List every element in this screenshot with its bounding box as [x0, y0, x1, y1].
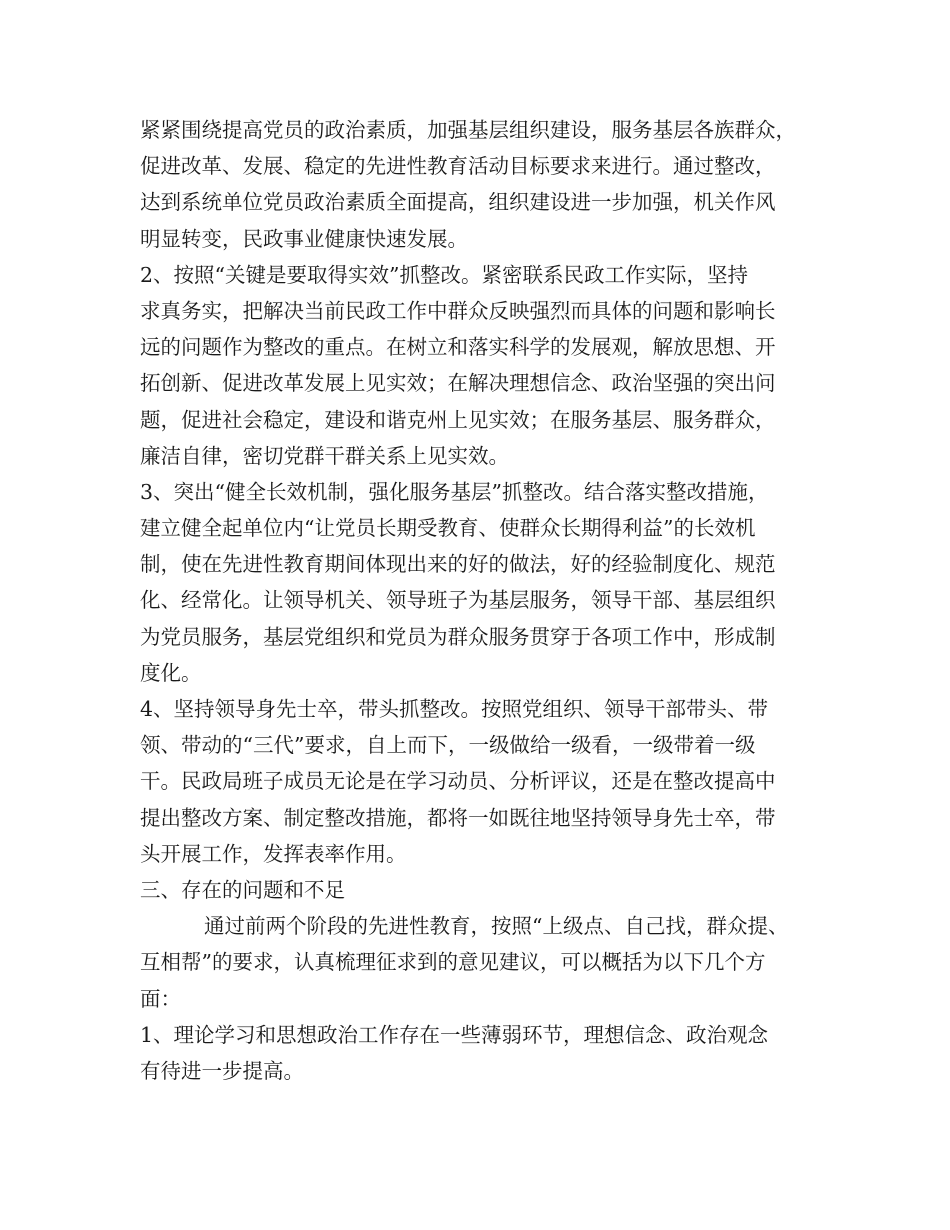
text-line: 提出整改方案、制定整改措施，都将一如既往地坚持领导身先士卒，带: [140, 805, 776, 830]
text-line: 1、理论学习和思想政治工作存在一些薄弱环节，理想信念、政治观念: [140, 1022, 769, 1047]
document-body: [140, 112, 830, 1089]
text-line: 建立健全起单位内“让党员长期受教育、使群众长期得利益”的长效机: [140, 516, 756, 541]
text-line: 头开展工作，发挥表率作用。: [140, 841, 407, 866]
text-line: 3、突出“健全长效机制，强化服务基层”抓整改。结合落实整改措施，: [140, 479, 769, 504]
text-line: 干。民政局班子成员无论是在学习动员、分析评议，还是在整改提高中: [140, 769, 776, 794]
text-line: 为党员服务，基层党组织和党员为群众服务贯穿于各项工作中，形成制: [140, 624, 776, 649]
text-line: 廉洁自律，密切党群干群关系上见实效。: [140, 443, 509, 468]
text-line: 制，使在先进性教育期间体现出来的好的做法，好的经验制度化、规范: [140, 552, 776, 577]
text-line: 远的问题作为整改的重点。在树立和落实科学的发展观，解放思想、开: [140, 335, 776, 360]
text-line: 4、坚持领导身先士卒，带头抓整改。按照党组织、领导干部带头、带: [140, 697, 769, 721]
text-line: 领、带动的“三代”要求，自上而下，一级做给一级看，一级带着一级: [140, 733, 756, 758]
text-line: 紧紧围绕提高党员的政治素质，加强基层组织建设，服务基层各族群众，: [140, 118, 796, 142]
text-line: 互相帮”的要求，认真梳理征求到的意见建议，可以概括为以下几个方: [140, 950, 766, 975]
text-line: 面：: [140, 986, 181, 1011]
text-line: 化、经常化。让领导机关、领导班子为基层服务，领导干部、基层组织: [140, 588, 776, 613]
text-line: 达到系统单位党员政治素质全面提高，组织建设进一步加强，机关作风: [140, 190, 776, 215]
text-line: 促进改革、发展、稳定的先进性教育活动目标要求来进行。通过整改，: [140, 154, 776, 179]
text-line: 拓创新、促进改革发展上见实效；在解决理想信念、政治坚强的突出问: [140, 371, 776, 396]
text-line: 度化。: [140, 660, 202, 685]
text-line: 明显转变，民政事业健康快速发展。: [140, 226, 468, 251]
text-line: 有待进一步提高。: [140, 1058, 304, 1083]
text-line: 2、按照“关键是要取得实效”抓整改。紧密联系民政工作实际，坚持: [140, 262, 749, 287]
text-line: 求真务实，把解决当前民政工作中群众反映强烈而具体的问题和影响长: [140, 298, 776, 323]
text-line: 通过前两个阶段的先进性教育，按照“上级点、自己找，群众提、: [204, 914, 789, 939]
section-heading: 三、存在的问题和不足: [140, 877, 345, 902]
text-line: 题，促进社会稳定，建设和谐克州上见实效；在服务基层、服务群众，: [140, 407, 776, 432]
